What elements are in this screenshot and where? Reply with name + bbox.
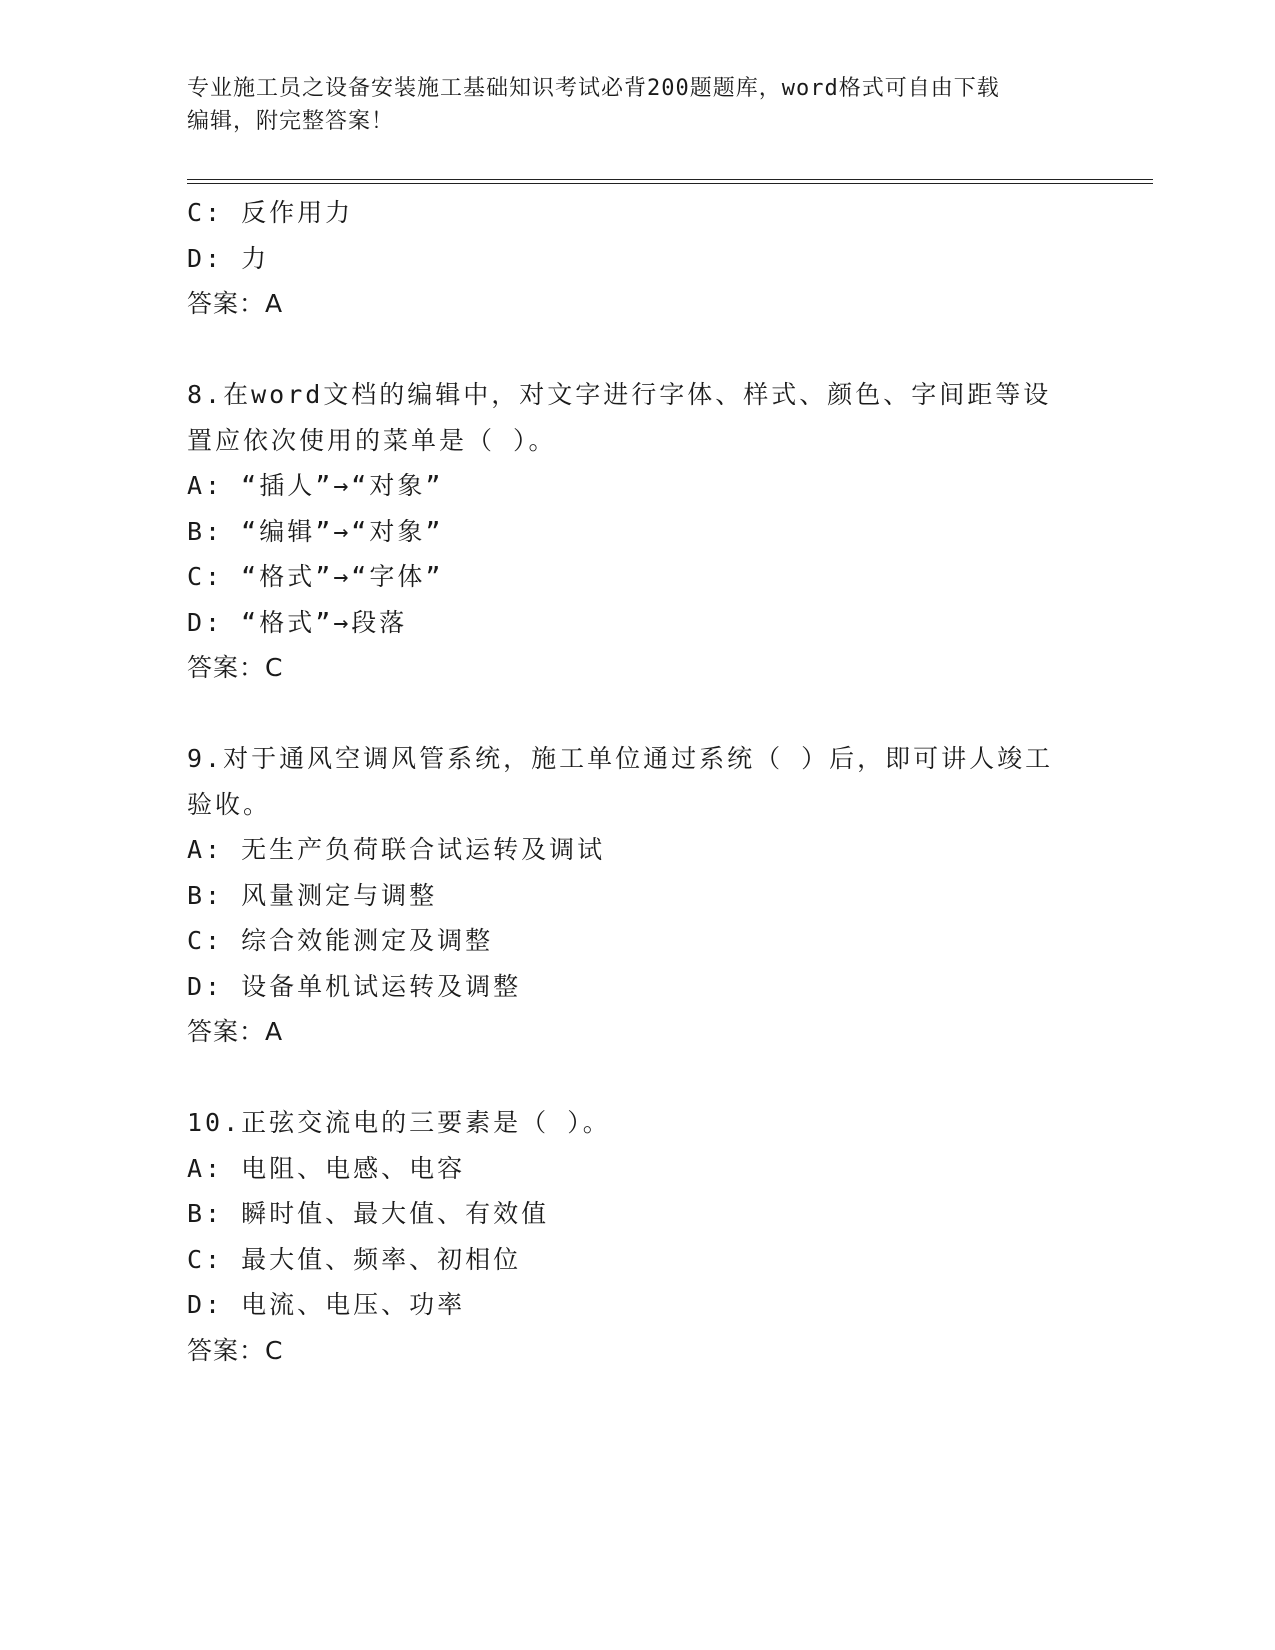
question-8: [187, 372, 1087, 691]
answer-line: 答案：C: [187, 1335, 284, 1365]
option-c: C: 综合效能测定及调整: [187, 926, 494, 955]
option-d: D: 设备单机试运转及调整: [187, 971, 522, 1001]
spacer: [187, 1055, 1087, 1101]
question-10: [187, 1100, 1087, 1373]
option-a: A: 无生产负荷联合试运转及调试: [187, 835, 606, 864]
spacer: [187, 327, 1087, 373]
header-title-line-2: 编辑，附完整答案！: [187, 109, 395, 134]
option-c: C: 最大值、频率、初相位: [187, 1244, 522, 1274]
option-b: B: 瞬时值、最大值、有效值: [187, 1199, 550, 1228]
question-stem-line-2: 验收。: [187, 789, 272, 819]
previous-question-tail: [187, 190, 1087, 327]
option-a: A: “插人”→“对象”: [187, 471, 444, 500]
option-b: B: 风量测定与调整: [187, 880, 438, 910]
page-header: [187, 72, 1087, 138]
question-stem-line-1: 8.在word文档的编辑中，对文字进行字体、样式、颜色、字间距等设: [187, 380, 1052, 409]
option-c: C: 反作用力: [187, 198, 354, 227]
question-stem-line-1: 10.正弦交流电的三要素是（ ）。: [187, 1108, 611, 1137]
header-title-line-1: 专业施工员之设备安装施工基础知识考试必背200题题库，word格式可自由下载: [187, 76, 1000, 101]
answer-line: 答案：A: [187, 1017, 284, 1046]
question-stem-line-2: 置应依次使用的菜单是（ ）。: [187, 425, 557, 455]
question-stem-line-1: 9.对于通风空调风管系统，施工单位通过系统（ ）后，即可讲人竣工: [187, 744, 1054, 773]
option-a: A: 电阻、电感、电容: [187, 1153, 466, 1183]
option-d: D: “格式”→段落: [187, 607, 408, 637]
option-b: B: “编辑”→“对象”: [187, 516, 444, 546]
header-divider: [187, 179, 1153, 184]
question-content: [187, 190, 1087, 1373]
answer-line: 答案：C: [187, 653, 284, 682]
question-9: [187, 736, 1087, 1055]
option-d: D: 电流、电压、功率: [187, 1290, 466, 1319]
option-c: C: “格式”→“字体”: [187, 562, 444, 591]
option-d: D: 力: [187, 243, 270, 273]
spacer: [187, 691, 1087, 737]
answer-line: 答案：A: [187, 289, 284, 318]
